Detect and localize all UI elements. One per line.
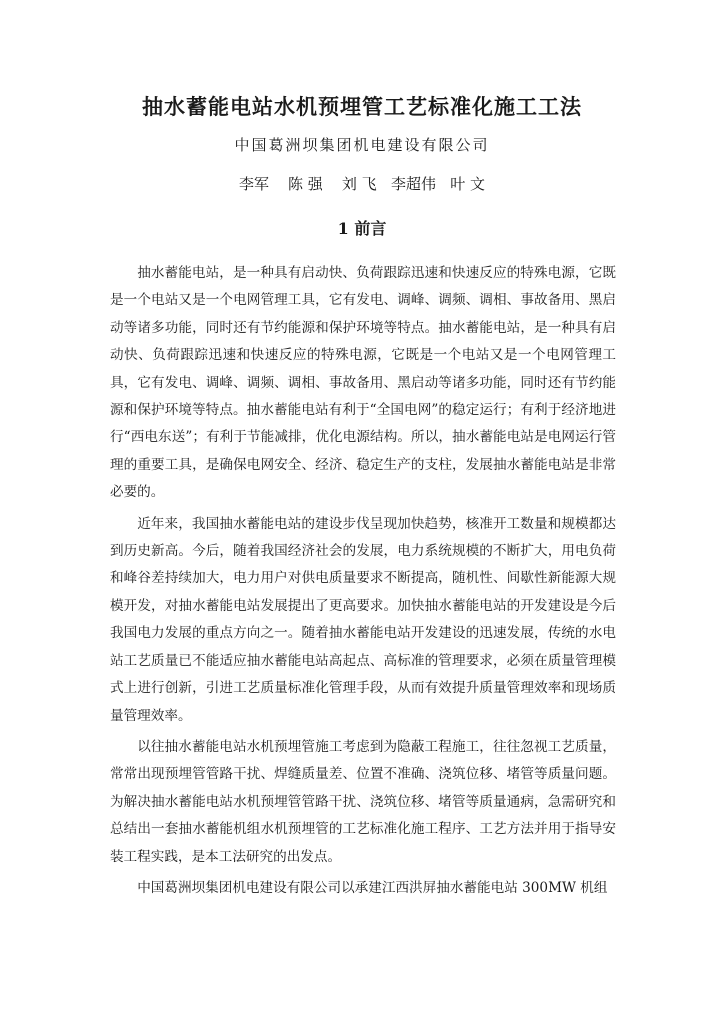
section-heading-preface: 1 前言 bbox=[337, 219, 387, 238]
body-text bbox=[110, 260, 616, 902]
author-list: 李军 陈 强 刘 飞 李超伟 叶 文 bbox=[238, 175, 486, 193]
paragraph: 抽水蓄能电站，是一种具有启动快、负荷跟踪迅速和快速反应的特殊电源，它既是一个电站又是一个电网管理工具，它有发电、调峰、调频、调相、事故备用、黑启动等诸多功能，同时还有节约能源和保护环境等特点。抽水蓄能电站，是一种具有启动快、负荷跟踪迅速和快速反应的特殊电源，它既是一个电站又是一个电网管理工具，它有发电、调峰、调频、调相、事故备用、黑启动等诸多功能，同时还有节约能源和保护环境等特点。抽水蓄能电站有利于“全国电网”的稳定运行；有利于经济地进行“西电东送”；有利于节能减排，优化电源结构。所以，抽水蓄能电站是电网运行管理的重要工具，是确保电网安全、经济、稳定生产的支柱，发展抽水蓄能电站是非常必要的。 bbox=[110, 265, 616, 501]
paragraph: 近年来，我国抽水蓄能电站的建设步伐呈现加快趋势，核准开工数量和规模都达到历史新高。今后，随着我国经济社会的发展，电力系统规模的不断扩大，用电负荷和峰谷差持续加大，电力用户对供电质量要求不断提高，随机性、间歇性新能源大规模开发，对抽水蓄能电站发展提出了更高要求。加快抽水蓄能电站的开发建设是今后我国电力发展的重点方向之一。随着抽水蓄能电站开发建设的迅速发展，传统的水电站工艺质量已不能适应抽水蓄能电站高起点、高标准的管理要求，必须在质量管理模式上进行创新，引进工艺质量标准化管理手段，从而有效提升质量管理效率和现场质量管理效率。 bbox=[110, 515, 616, 724]
paragraph: 中国葛洲坝集团机电建设有限公司以承建江西洪屏抽水蓄能电站 300MW 机组 bbox=[137, 879, 608, 896]
author-affiliation: 中国葛洲坝集团机电建设有限公司 bbox=[234, 136, 490, 154]
paragraph: 以往抽水蓄能电站水机预埋管施工考虑到为隐蔽工程施工，往往忽视工艺质量，常常出现预埋管管路干扰、焊缝质量差、位置不准确、浇筑位移、堵管等质量问题。为解决抽水蓄能电站水机预埋管管路干扰、浇筑位移、堵管等质量通病，急需研究和总结出一套抽水蓄能机组水机预埋管的工艺标准化施工程序、工艺方法并用于指导安装工程实践，是本工法研究的出发点。 bbox=[110, 738, 616, 865]
document-title: 抽水蓄能电站水机预埋管工艺标准化施工工法 bbox=[142, 94, 582, 119]
